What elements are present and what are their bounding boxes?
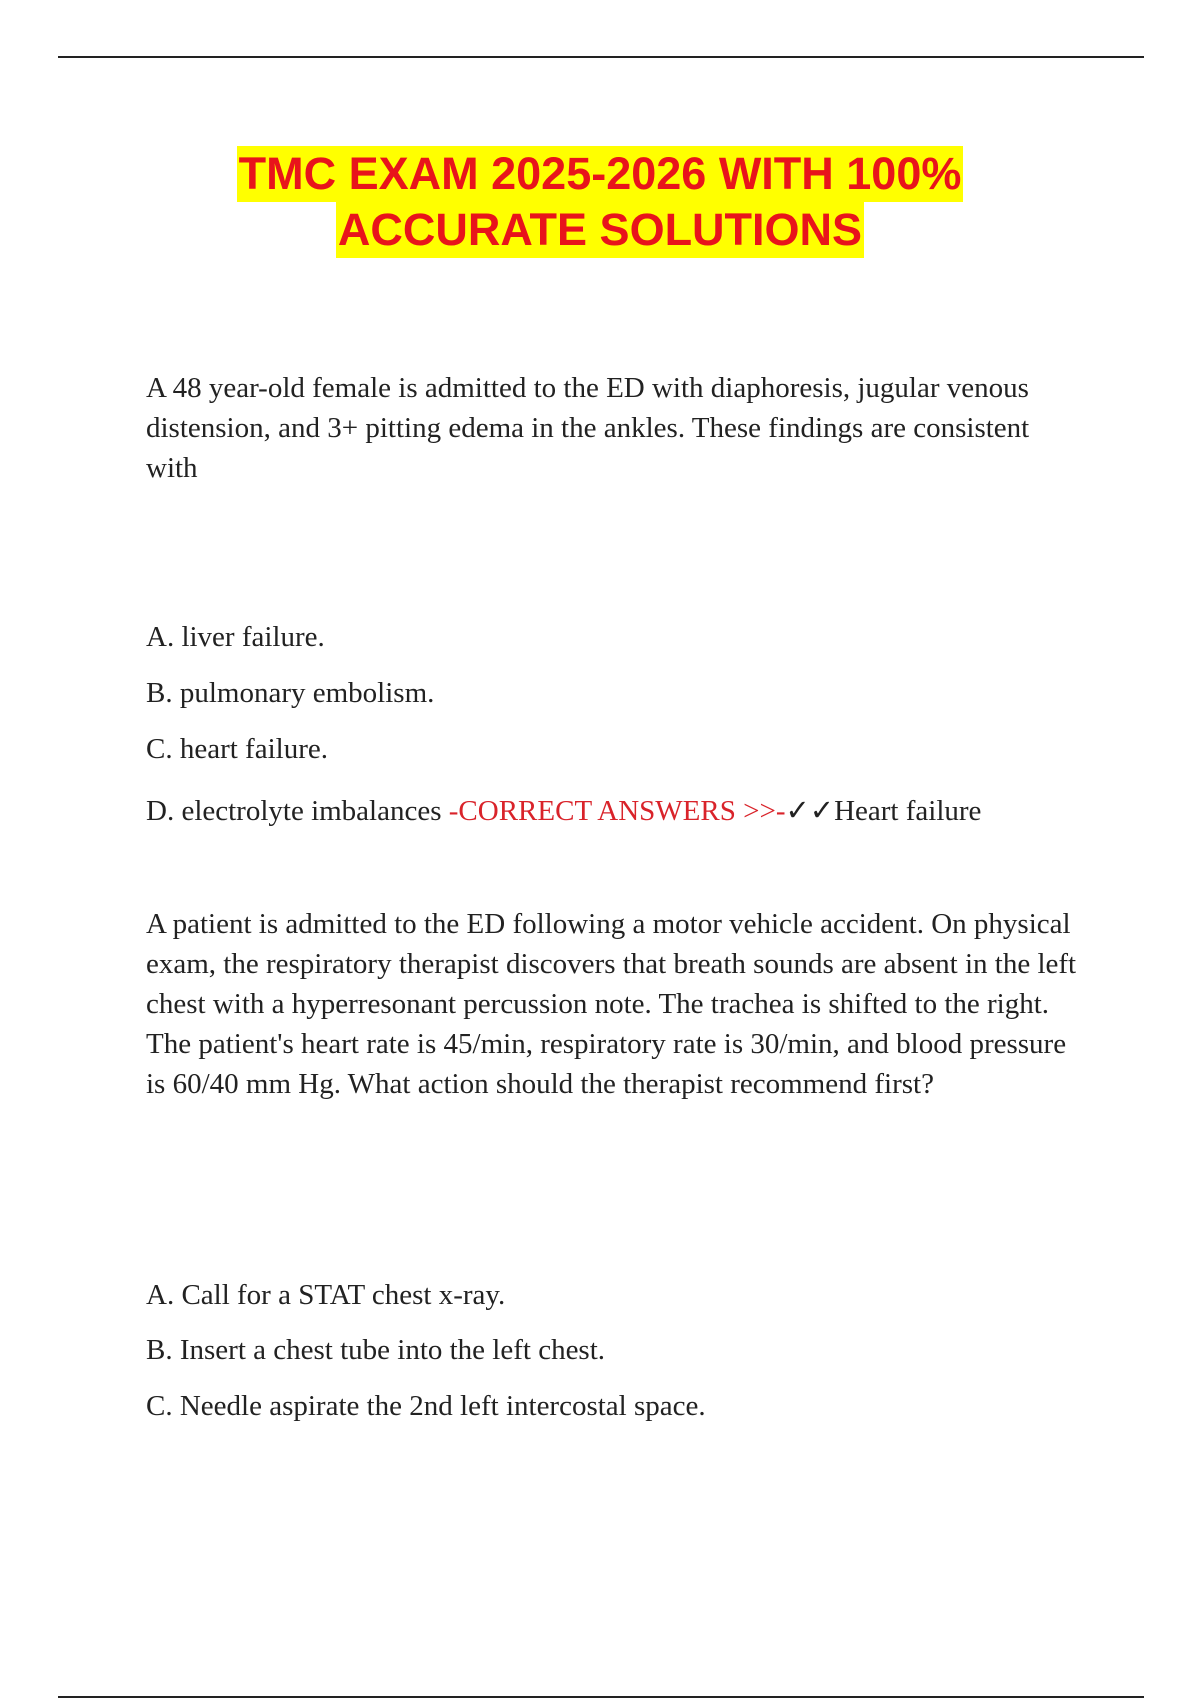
q1-option-d: D. electrolyte imbalances <box>146 795 442 827</box>
q2-option-b: B. Insert a chest tube into the left chest. <box>146 1334 606 1366</box>
question-2-text: A patient is admitted to the ED following a motor vehicle accident. On physical exam, the respiratory therapist discovers that breath sounds are absent in the left chest with a hyperresonant percussion note. The trachea is shifted to the right. The patient's heart rate is 45/min, respiratory rate is 30/min, and blood pressure is 60/40 mm Hg. What action should the therapist recommend first? <box>146 908 1077 1100</box>
question-1-text: A 48 year-old female is admitted to the ED with diaphoresis, jugular venous distension, and 3+ pitting edema in the ankles. These findings are consistent with <box>146 372 1030 484</box>
q2-option-c: C. Needle aspirate the 2nd left intercostal space. <box>146 1390 706 1422</box>
q1-option-d-line <box>146 791 981 831</box>
document-title <box>0 146 1200 258</box>
q1-option-a: A. liver failure. <box>146 621 325 653</box>
q1-answer: Heart failure <box>834 795 982 827</box>
correct-answer-tag: -CORRECT ANSWERS >>- <box>448 795 786 827</box>
footer-rule <box>58 1696 1144 1698</box>
title-line-1: TMC EXAM 2025-2026 WITH 100% <box>237 146 964 202</box>
header-rule <box>58 56 1144 58</box>
title-line-2: ACCURATE SOLUTIONS <box>336 202 864 258</box>
check-icon: ✓✓ <box>785 795 835 827</box>
q2-option-a: A. Call for a STAT chest x-ray. <box>146 1279 506 1311</box>
q1-option-b: B. pulmonary embolism. <box>146 677 435 709</box>
q1-option-c: C. heart failure. <box>146 733 328 765</box>
